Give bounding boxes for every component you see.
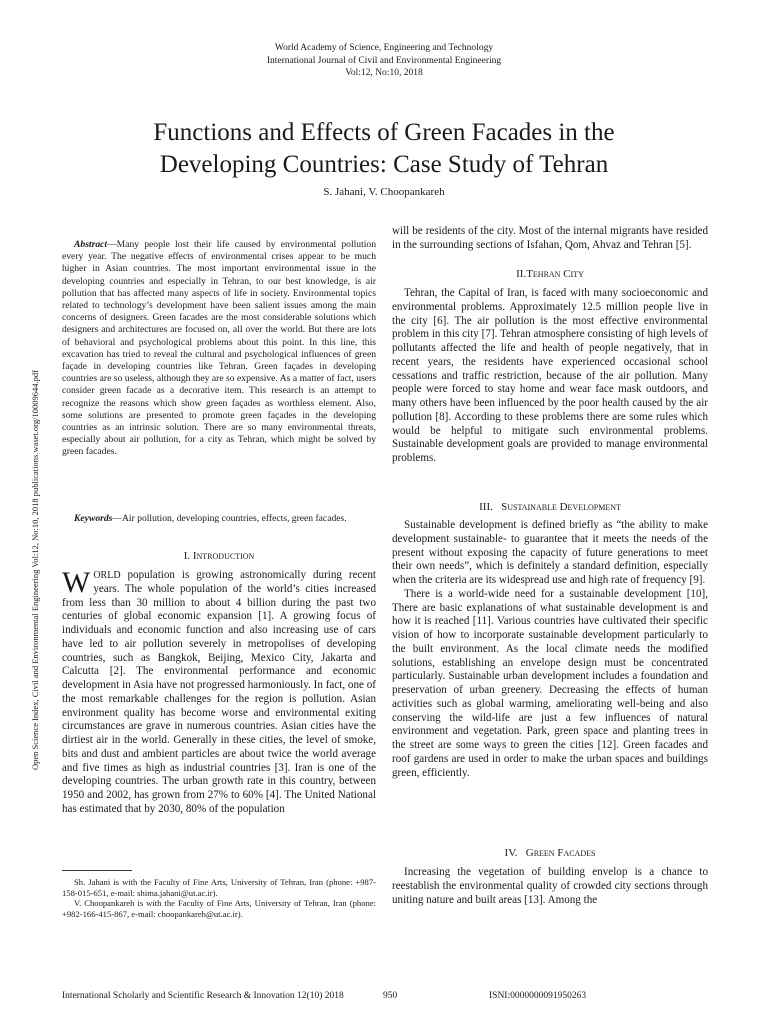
abstract [62, 239, 376, 459]
sd-paragraph-2: There is a world-wide need for a sustainable development [10], There are basic explanations of what sustainable development is and how it is reached [11]. Various countries have cultivated their specific vision of how to incorporate sustainable development particularly to the built environment. As the local climate needs the modified solutions, establishing an envelope design must be concentrated particularly. Sustainable urban development includes a foundation and preservation of urban greenery. Decreasing the effects of human activities such as global warming, ameliorating well-being and also conserving the wild-life are just a few influences of natural environment and vegetation. Park, green space and planting trees in the street are some ways to green the cities [12]. Green facades and roof gardens are used in order to make the urban spaces and buildings green, efficiently. [392, 587, 708, 779]
header-volume: Vol:12, No:10, 2018 [345, 68, 423, 78]
section-title: Introduction [192, 550, 255, 562]
footer-page-number: 950 [383, 991, 398, 1001]
intro-caps: ORLD [93, 570, 121, 581]
section-heading-tehran-city [392, 268, 708, 280]
title-line-1: Functions and Effects of Green Facades in the [153, 119, 615, 146]
right-column-continuation [392, 225, 708, 253]
abstract-text: —Many people lost their life caused by environmental pollution every year. The negative effects of environmental crises appear to be much higher in Asian countries. The most important environmental issue in the developing countries and especially in Tehran, to our best knowledge, is air pollution that has affected many aspects of life in society. Environmental topics related to technology’s development have been salient issues among the main concerns of designers. Green facades are the most considerable solutions which designers and architectures are focused on, all over the world. But there are lots of behavioral and psychological problems about this point. In this line, this excavation has tried to reveal the cultural and psychological influences of green façade in developing countries like Tehran. Green façades in developing countries are so useless, although they are so expensive. As a matter of fact, users consider green facade as a decorative item. This research is an attempt to recognize the reasons which show green façades as worthless element. Also, some solutions are presented to promote green façades in the developing countries as an intrinsic solution. There are so many environmental threats, especially about air pollution, for a city as Tehran, which might be solved by green facades. [62, 239, 376, 458]
section-title: Sustainable Development [501, 501, 621, 513]
title-line-2: Developing Countries: Case Study of Tehran [159, 151, 609, 178]
header-journal: International Journal of Civil and Environmental Engineering [266, 55, 502, 66]
section-number: I. [183, 550, 191, 562]
keywords [62, 513, 376, 525]
tehran-city-text [392, 287, 708, 466]
section-heading-sustainable-development [392, 501, 708, 513]
gf-paragraph: Increasing the vegetation of building envelop is a chance to reestablish the environmental quality of crowded city sections through uniting nature and built areas [13]. Among the [392, 866, 708, 906]
abstract-label: Abstract [74, 239, 108, 250]
continuation-paragraph: will be residents of the city. Most of the internal migrants have resided in the surrounding sections of Isfahan, Qom, Ahvaz and Tehran [5]. [392, 225, 708, 251]
footnote-1: Sh. Jahani is with the Faculty of Fine Arts, University of Tehran, Iran (phone: +987-158-015-651, e-mail: shima.jahani@ut.ac.ir). [62, 877, 376, 898]
section-title: Tehran City [526, 268, 584, 280]
footer-isni: ISNI:0000000091950263 [489, 991, 587, 1001]
sd-paragraph-1: Sustainable development is defined briefly as “the ability to make development sustainable- to guarantee that it meets the needs of the present without exposing the capacity of future generations to meet their own needs”, which is definitely a standard definition, especially when the criteria are its widespread use and high rate of frequency [9]. [392, 519, 708, 586]
section-title: Green Facades [525, 847, 596, 859]
footnotes [62, 877, 376, 919]
drop-cap: W [62, 566, 91, 599]
section-heading-introduction [62, 550, 376, 562]
journal-header [0, 42, 768, 80]
green-facades-text [392, 866, 708, 907]
sustainable-development-text [392, 519, 708, 780]
footer-publisher: International Scholarly and Scientific Research & Innovation 12(10) 2018 [62, 991, 344, 1001]
footnote-divider [62, 870, 132, 871]
section-heading-green-facades [392, 847, 708, 859]
section-number: III. [479, 501, 493, 513]
introduction-text [62, 566, 376, 817]
section-number: II. [516, 268, 527, 280]
intro-paragraph: population is growing astronomically during recent years. The whole population of the world’s cities increased from less than 30 million to about 4 billion during the past two centuries of global economic expansion [1]. A growing focus of individuals and economic function and also increasing use of cars have led to air pollution severely in metropolises of developing countries, such as Bangkok, Beijing, Mexico City, Jakarta and Calcutta [2]. The environmental performance and economic development in Asia have not progressed harmoniously. In fact, one of the most remarkable challenges for the region is pollution. Asian environment quality has become worse and environmental exiting circumstances are grave in numerous countries. Asian cities have the dirtiest air in the world. Generally in these cities, the level of smoke, bits and dust and ambient particles are about twice the world average and five times as high as industrial countries [3]. Iran is one of the developing countries. The urban growth rate in this country, between 1950 and 2002, has grown from 27% to 60% [4]. The United National has estimated that by 2030, 80% of the population [62, 569, 376, 815]
tehran-paragraph: Tehran, the Capital of Iran, is faced with many socioeconomic and environmental problems. Approximately 12.5 million people live in the city [6]. The air pollution is the most effective environmental problem in this city [7]. Tehran atmosphere consisting of high levels of pollutants affected the life and health of people negatively, that in recent years, the residents have experienced occasional school cessations and traffic restriction, because of the air pollution. Many people were forced to stay home and wear face mask outdoors, and many others have been influenced by the poor health caused by the air pollution [8]. According to these problems there are some rules which would be helpful to mitigate such environmental problems. Sustainable development goals are provided to manage environmental problems. [392, 287, 708, 464]
footnote-2: V. Choopankareh is with the Faculty of Fine Arts, University of Tehran, Iran (phone: +982-166-415-867, e-mail: choopankareh@ut.ac.ir). [62, 898, 376, 919]
section-number: IV. [504, 847, 518, 859]
keywords-text: —Air pollution, developing countries, effects, green facades. [112, 513, 347, 524]
paper-authors: S. Jahani, V. Choopankareh [323, 186, 445, 198]
header-society: World Academy of Science, Engineering and Technology [274, 43, 494, 53]
side-citation-text: Open Science Index, Civil and Environmental Engineering Vol:12, No:10, 2018 publications.waset.org/10009644.pdf [30, 370, 40, 770]
keywords-label: Keywords [74, 513, 113, 524]
paper-title [40, 117, 728, 181]
